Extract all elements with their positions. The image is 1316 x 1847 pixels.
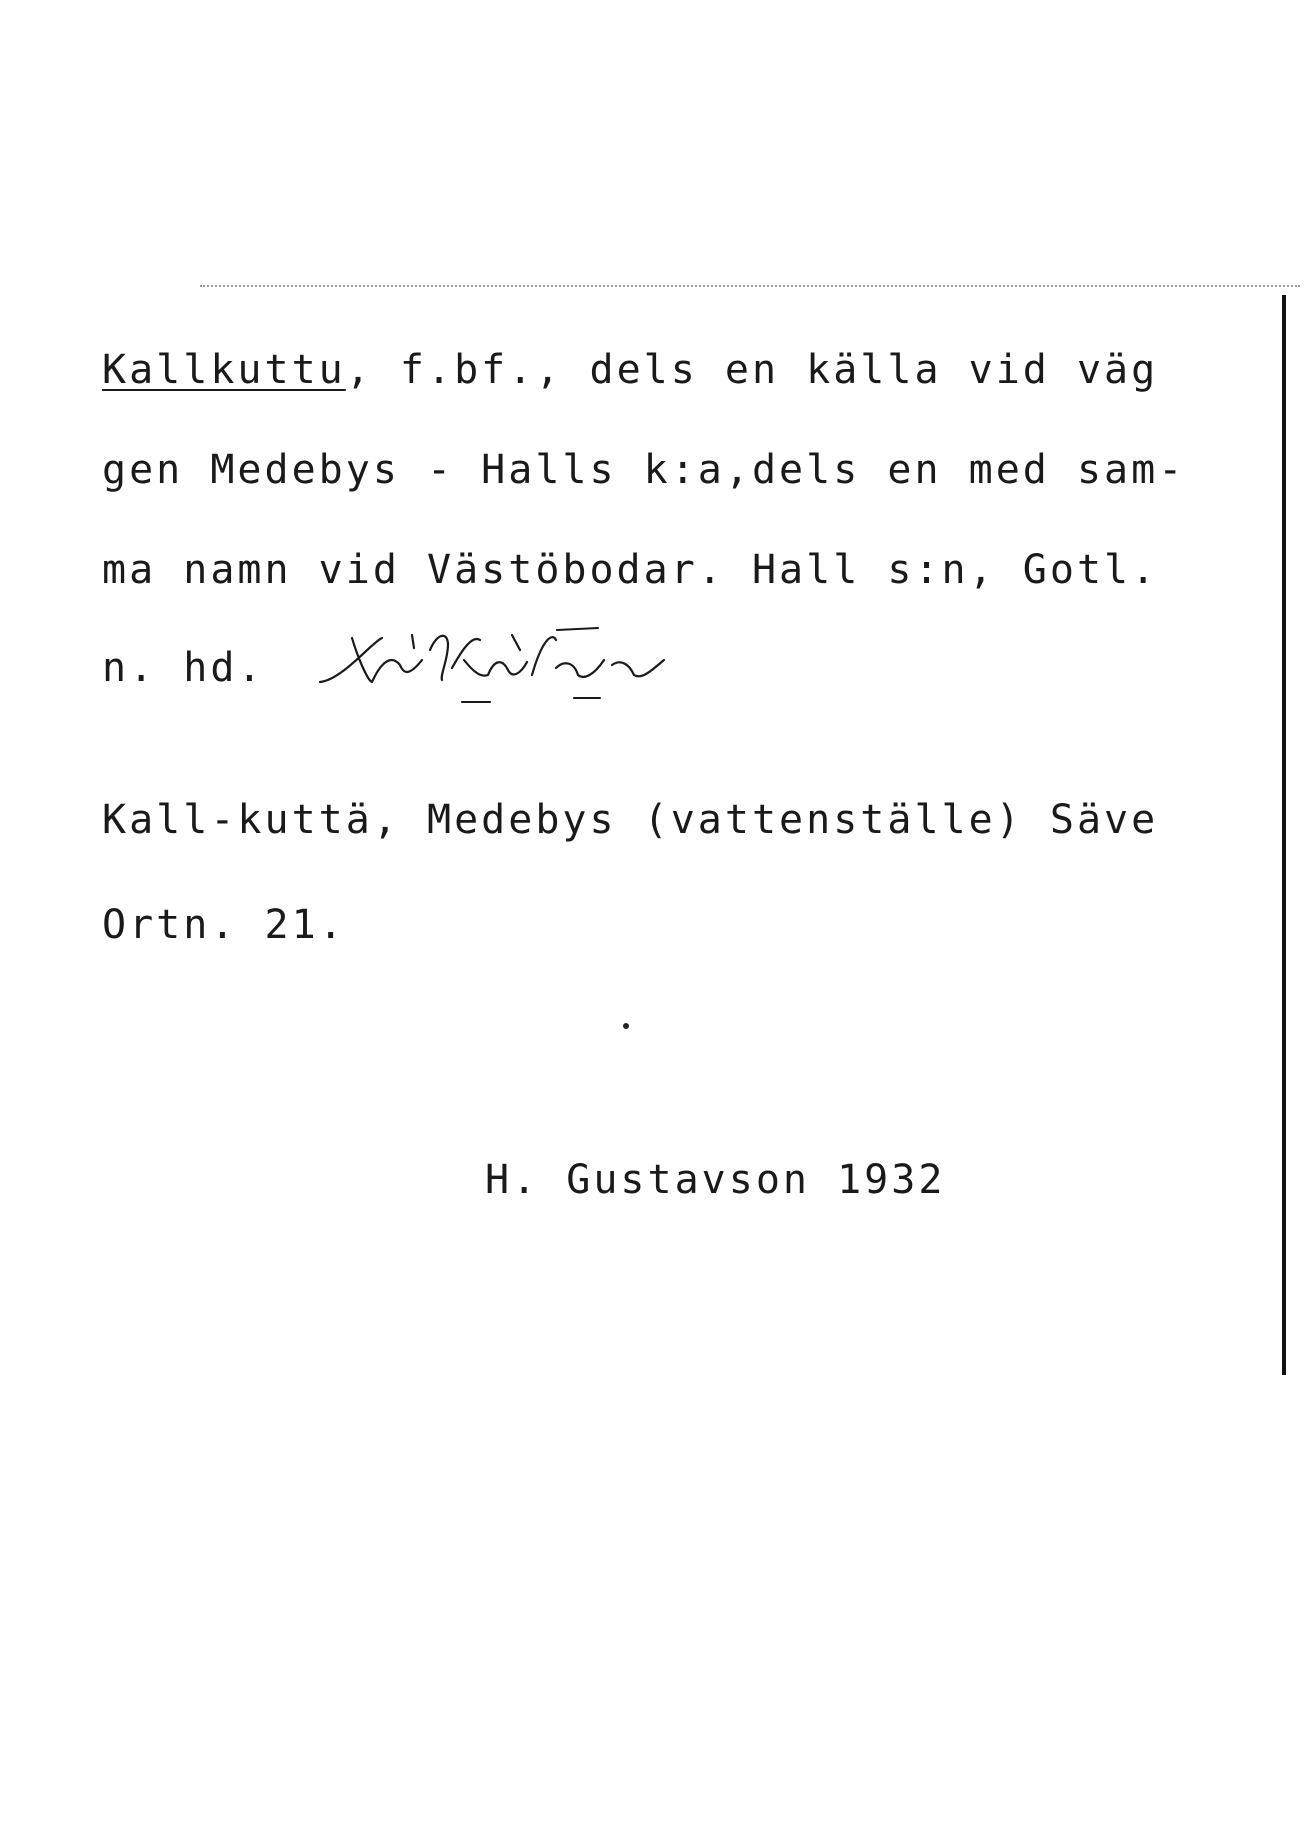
entry-line-3: ma namn vid Västöbodar. Hall s:n, Gotl. [102,547,1159,593]
headword: Kallkuttu [102,347,346,393]
ink-speck [623,1023,629,1029]
card-right-edge [1282,295,1286,1375]
author-signature-line: H. Gustavson 1932 [485,1157,946,1203]
entry-line-1 [102,347,1159,393]
entry-line-5: Kall-kuttä, Medebys (vattenställe) Säve [102,797,1159,843]
entry-line-4: n. hd. [102,645,265,691]
handwritten-pronunciation [312,620,712,714]
entry-line-2: gen Medebys - Halls k:a,dels en med sam- [102,447,1186,493]
entry-line-6: Ortn. 21. [102,902,346,948]
handwriting-drawing [312,620,712,710]
entry-line-1-text: , f.bf., dels en källa vid väg [345,347,1159,393]
card-top-edge [200,285,1300,287]
